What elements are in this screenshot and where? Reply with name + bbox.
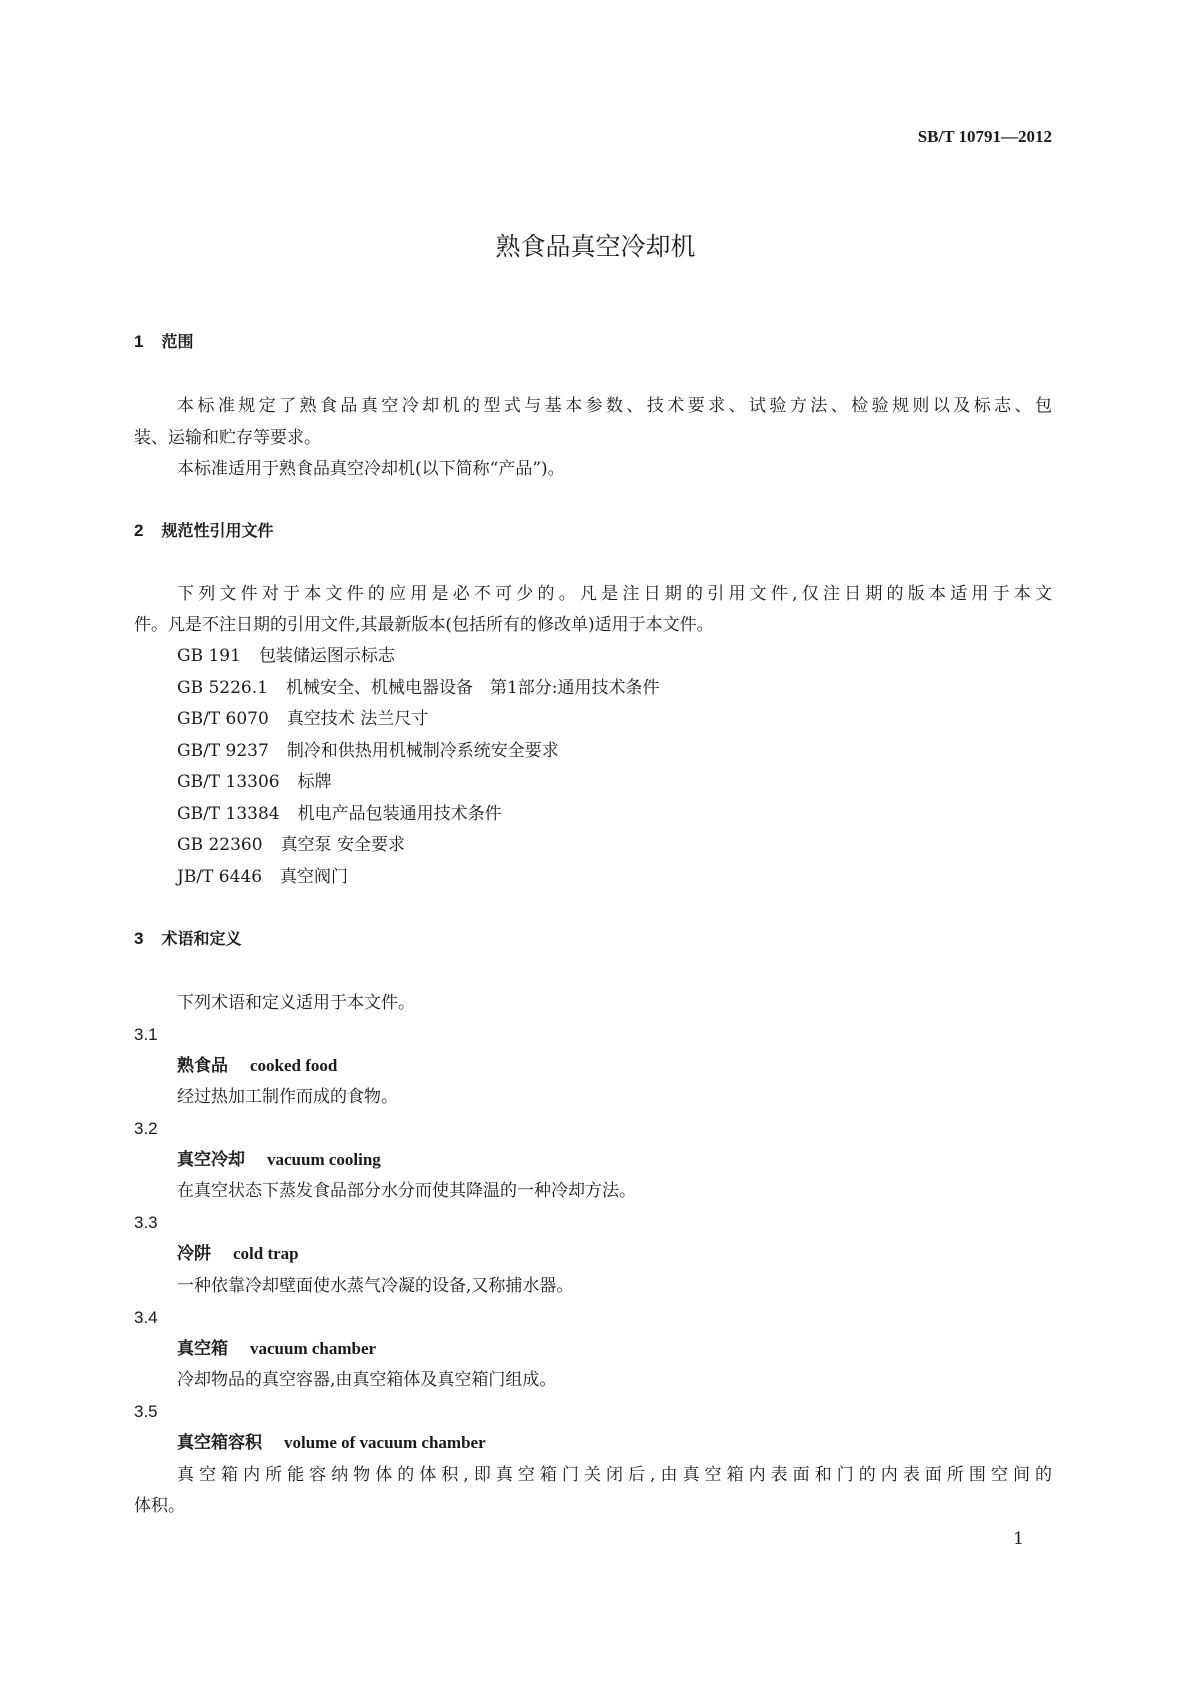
reference-title: 机械安全、机械电器设备 第1部分:通用技术条件: [285, 677, 660, 698]
section-2-heading: [134, 519, 273, 543]
term-definition: 经过热加工制作而成的食物。: [177, 1087, 398, 1107]
term-heading: [177, 1054, 337, 1078]
term-number: 3.5: [134, 1402, 158, 1421]
term-en: vacuum cooling: [267, 1150, 381, 1169]
section-number: 1: [134, 332, 144, 351]
reference-code: GB/T 6070: [177, 709, 269, 729]
section-title: 范围: [161, 332, 194, 351]
reference-item: [177, 644, 395, 668]
term-zh: 真空箱: [177, 1339, 228, 1359]
section-3-heading: [134, 927, 241, 951]
term-heading: [177, 1337, 376, 1361]
reference-code: GB 5226.1: [177, 677, 268, 698]
reference-code: GB/T 13306: [177, 772, 280, 792]
term-en: vacuum chamber: [250, 1339, 377, 1358]
section-number: 2: [134, 521, 144, 540]
section-title: 术语和定义: [161, 929, 242, 948]
paragraph-line: 件。凡是不注日期的引用文件,其最新版本(包括所有的修改单)适用于本文件。: [134, 615, 714, 635]
reference-item: [177, 707, 428, 731]
paragraph-line: 装、运输和贮存等要求。: [134, 428, 321, 448]
reference-item: [177, 802, 502, 826]
term-zh: 冷阱: [177, 1244, 211, 1264]
paragraph: 本标准适用于熟食品真空冷却机(以下简称“产品”)。: [177, 459, 565, 479]
reference-item: [177, 865, 348, 889]
reference-title: 真空阀门: [280, 866, 349, 887]
term-zh: 真空箱容积: [177, 1433, 262, 1453]
reference-item: [177, 676, 660, 700]
page-title: 熟食品真空冷却机: [495, 232, 696, 261]
reference-code: GB/T 9237: [177, 740, 269, 761]
reference-title: 标牌: [297, 772, 332, 792]
reference-title: 真空技术 法兰尺寸: [286, 709, 429, 729]
term-number: 3.3: [134, 1213, 158, 1232]
term-definition-line: 体积。: [134, 1496, 185, 1516]
term-zh: 熟食品: [177, 1056, 228, 1076]
reference-code: GB/T 13384: [177, 803, 280, 824]
reference-title: 真空泵 安全要求: [280, 835, 405, 855]
reference-code: GB 191: [177, 646, 241, 666]
reference-code: JB/T 6446: [177, 866, 263, 887]
term-en: cooked food: [250, 1056, 338, 1075]
reference-item: [177, 833, 405, 857]
term-number: 3.2: [134, 1119, 158, 1138]
term-en: volume of vacuum chamber: [284, 1433, 486, 1452]
page-number: 1: [1013, 1529, 1024, 1549]
term-definition: 一种依靠冷却壁面使水蒸气冷凝的设备,又称捕水器。: [177, 1276, 574, 1296]
term-number: 3.1: [134, 1025, 158, 1044]
section-title: 规范性引用文件: [161, 521, 274, 540]
term-definition: 在真空状态下蒸发食品部分水分而使其降温的一种冷却方法。: [177, 1181, 636, 1201]
term-en: cold trap: [233, 1244, 299, 1263]
term-definition-line: 真空箱内所能容纳物体的体积,即真空箱门关闭后,由真空箱内表面和门的内表面所围空间的: [177, 1465, 1052, 1485]
term-heading: [177, 1431, 486, 1455]
paragraph: 下列术语和定义适用于本文件。: [177, 993, 415, 1013]
reference-title: 制冷和供热用机械制冷系统安全要求: [286, 740, 559, 761]
term-heading: [177, 1148, 381, 1172]
section-number: 3: [134, 929, 144, 948]
reference-title: 机电产品包装通用技术条件: [297, 803, 502, 824]
term-heading: [177, 1242, 299, 1266]
reference-item: [177, 770, 332, 794]
section-1-heading: [134, 330, 193, 354]
term-definition: 冷却物品的真空容器,由真空箱体及真空箱门组成。: [177, 1370, 557, 1390]
reference-item: [177, 739, 559, 763]
term-number: 3.4: [134, 1308, 158, 1327]
standard-code: SB/T 10791—2012: [917, 127, 1052, 146]
paragraph-line: 下列文件对于本文件的应用是必不可少的。凡是注日期的引用文件,仅注日期的版本适用于本文: [177, 584, 1052, 604]
term-zh: 真空冷却: [177, 1150, 245, 1170]
reference-code: GB 22360: [177, 835, 263, 855]
reference-title: 包装储运图示标志: [258, 646, 395, 666]
paragraph-line: 本标准规定了熟食品真空冷却机的型式与基本参数、技术要求、试验方法、检验规则以及标志、包: [177, 396, 1052, 416]
